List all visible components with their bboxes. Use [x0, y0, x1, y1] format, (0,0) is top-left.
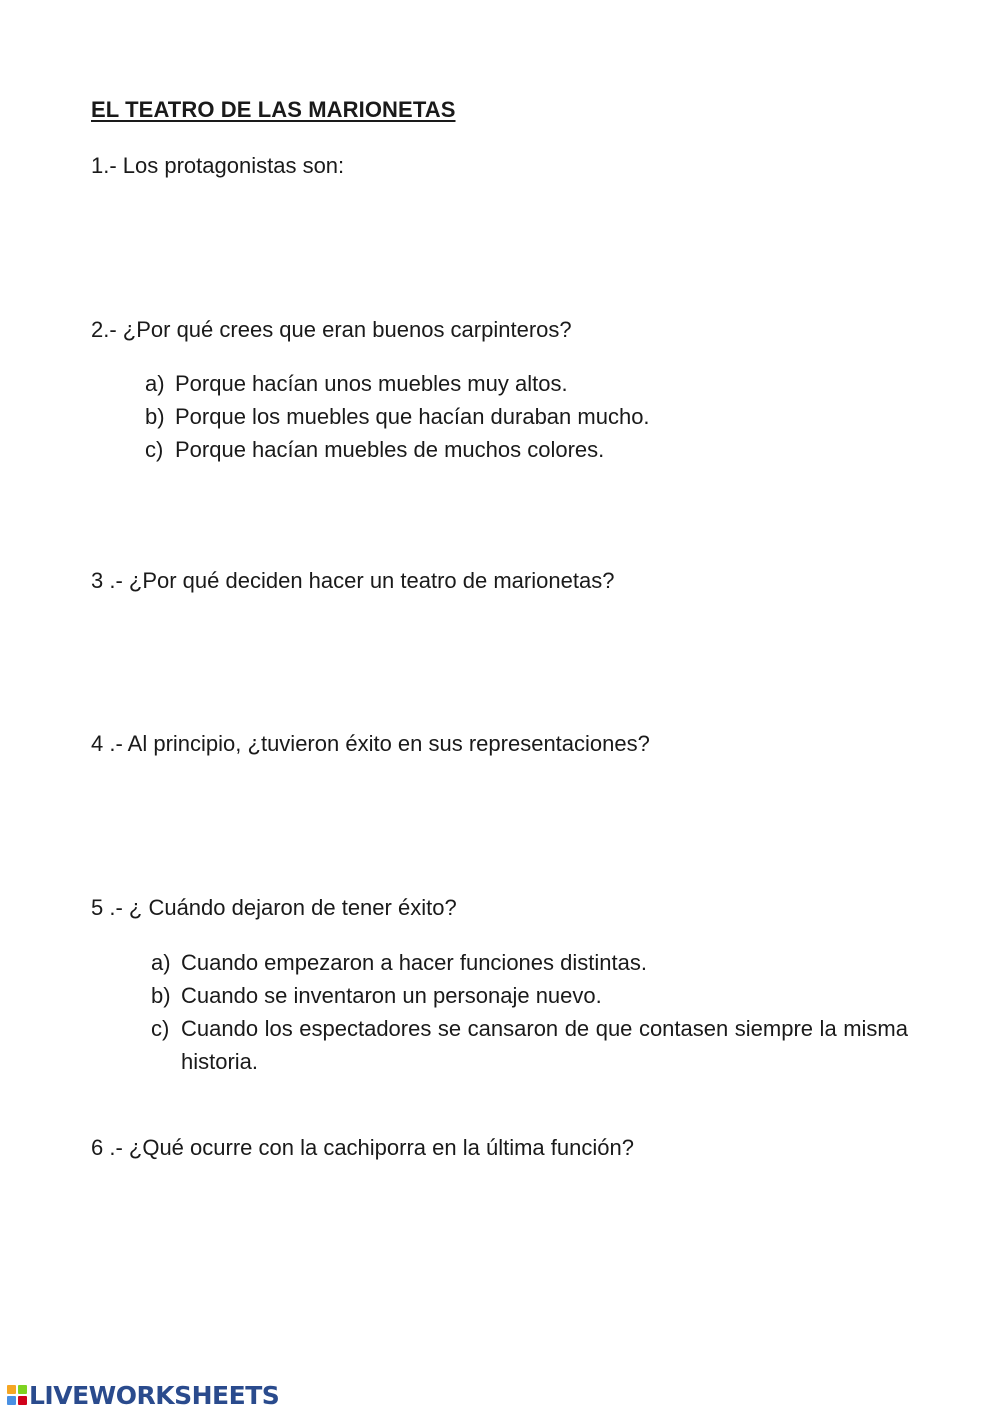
- question-2: 2.- ¿Por qué crees que eran buenos carpinteros?: [91, 317, 572, 342]
- option-2a: [145, 367, 745, 400]
- question-6: 6 .- ¿Qué ocurre con la cachiporra en la última función?: [91, 1135, 634, 1160]
- worksheet-title: EL TEATRO DE LAS MARIONETAS: [91, 97, 456, 122]
- option-letter: c): [145, 437, 164, 462]
- option-5b: [151, 979, 908, 1012]
- option-5a: [151, 946, 908, 979]
- question-5: 5 .- ¿ Cuándo dejaron de tener éxito?: [91, 895, 457, 920]
- logo-tile: [7, 1396, 16, 1405]
- question-3: 3 .- ¿Por qué deciden hacer un teatro de marionetas?: [91, 568, 615, 593]
- logo-tile: [7, 1385, 16, 1394]
- option-2c: [145, 433, 745, 466]
- option-text: Cuando se inventaron un personaje nuevo.: [181, 983, 602, 1008]
- logo-tile: [18, 1385, 27, 1394]
- question-1: 1.- Los protagonistas son:: [91, 153, 345, 178]
- option-text: Porque hacían unos muebles muy altos.: [175, 371, 568, 396]
- question-2-options: [145, 367, 745, 466]
- logo-grid-icon: [7, 1385, 27, 1405]
- logo-tile: [18, 1396, 27, 1405]
- option-text: Cuando empezaron a hacer funciones distintas.: [181, 950, 647, 975]
- option-2b: [145, 400, 745, 433]
- option-letter: b): [151, 983, 171, 1008]
- logo-text: LIVEWORKSHEETS: [29, 1380, 280, 1410]
- question-5-options: [151, 946, 908, 1078]
- question-4: 4 .- Al principio, ¿tuvieron éxito en sus representaciones?: [91, 731, 650, 756]
- option-letter: a): [145, 371, 165, 396]
- option-5c: [151, 1012, 908, 1078]
- option-text: Porque los muebles que hacían duraban mucho.: [175, 404, 650, 429]
- liveworksheets-logo: [7, 1380, 279, 1410]
- option-letter: b): [145, 404, 165, 429]
- option-text: Porque hacían muebles de muchos colores.: [175, 437, 605, 462]
- option-letter: a): [151, 950, 171, 975]
- option-letter: c): [151, 1016, 170, 1041]
- option-text: Cuando los espectadores se cansaron de que contasen siempre la misma historia.: [181, 1016, 908, 1074]
